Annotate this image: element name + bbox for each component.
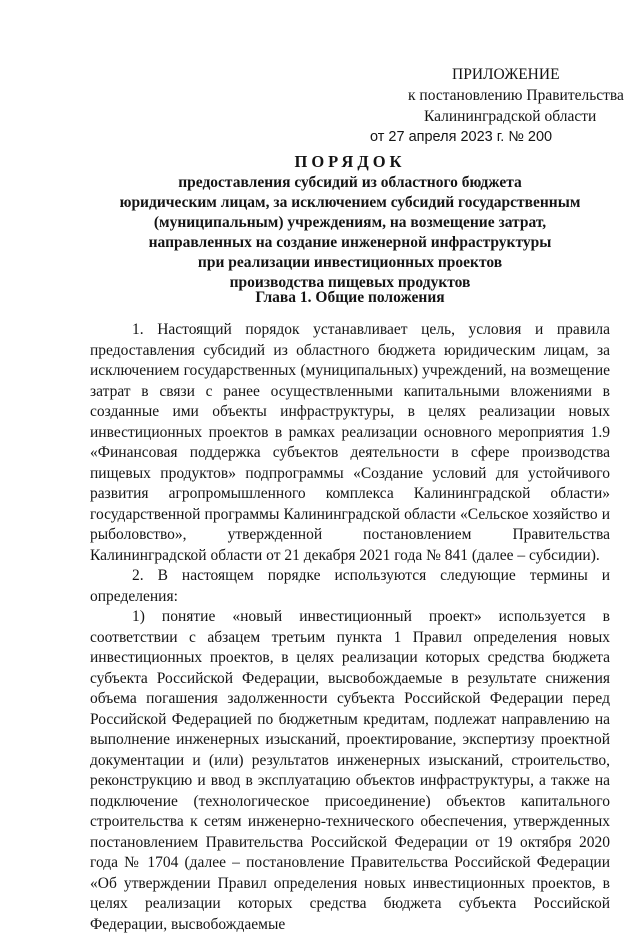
appendix-line-region: Калининградской области — [424, 108, 597, 125]
appendix-block — [360, 64, 624, 148]
appendix-title: ПРИЛОЖЕНИЕ — [452, 66, 560, 83]
heading-line: юридическим лицам, за исключением субсидий государственным — [119, 194, 581, 211]
paragraph: 2. В настоящем порядке используются следующие термины и определения: — [90, 567, 610, 605]
document-body — [90, 320, 610, 935]
heading-line: направленных на создание инженерной инфраструктуры — [148, 234, 552, 251]
chapter-title: Глава 1. Общие положения — [255, 289, 445, 306]
appendix-date-number: от 27 апреля 2023 г. № 200 — [370, 129, 553, 145]
heading-line: производства пищевых продуктов — [229, 274, 471, 291]
heading-line: при реализации инвестиционных проектов — [197, 254, 503, 271]
heading-word: ПОРЯДОК — [294, 152, 406, 171]
appendix-line-decree: к постановлению Правительства — [408, 87, 624, 104]
paragraph: 1) понятие «новый инвестиционный проект» используется в соответствии с абзацем третьим пункта 1 Правил определения новых инвестиционных проектов, в целях реализации которых средства бюджета субъекта Российской Федерации, высвобождаемые в результате снижения объема погашения задолженности субъекта Российской Федерации перед Российской Федерацией по бюджетным кредитам, подлежат направлению на выполнение инженерных изысканий, проектирование, экспертизу проектной документации и (или) результатов инженерных изысканий, строительство, реконструкцию и ввод в эксплуатацию объектов инфраструктуры, а также на подключение (технологическое присоединение) объектов капитального строительства к сетям инженерно-технического обеспечения, утвержденных постановлением Правительства Российской Федерации от 19 октября 2020 года № 1704 (далее – постановление Правительства Российской Федерации «Об утверждении Правил определения новых инвестиционных проектов, в целях реализации которых средства бюджета субъекта Российской Федерации, высвобождаемые — [90, 608, 610, 933]
heading-line: (муниципальным) учреждениям, на возмещение затрат, — [153, 214, 547, 231]
paragraph: 1. Настоящий порядок устанавливает цель, условия и правила предоставления субсидий из областного бюджета юридическим лицам, за исключением государственных (муниципальных) учреждений, на возмещение затрат в связи с ранее осуществленными капитальными вложениями в созданные ими объекты инфраструктуры, в целях реализации новых инвестиционных проектов в рамках реализации основного мероприятия 1.9 «Финансовая поддержка субъектов деятельности в сфере производства пищевых продуктов» подпрограммы «Создание условий для устойчивого развития агропромышленного комплекса Калининградской области» государственной программы Калининградской области «Сельское хозяйство и рыболовство», утвержденной постановлением Правительства Калининградской области от 21 декабря 2021 года № 841 (далее – субсидии). — [90, 321, 610, 564]
document-heading — [90, 152, 610, 293]
heading-line: предоставления субсидий из областного бюджета — [178, 174, 522, 191]
